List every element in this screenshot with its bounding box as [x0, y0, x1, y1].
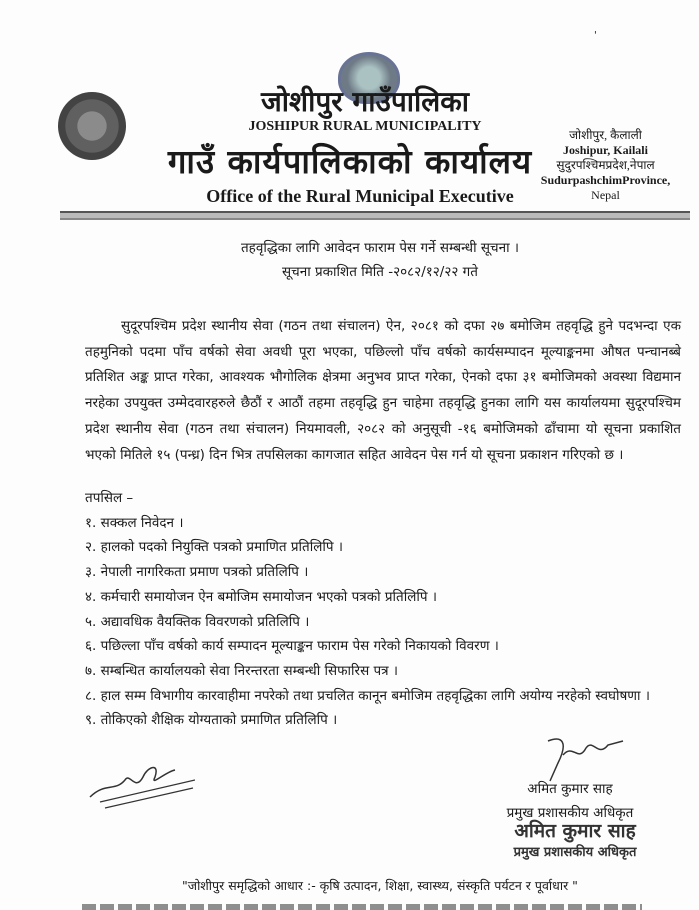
- signature-right: [538, 733, 628, 783]
- stamp-designation: प्रमुख प्रशासकीय अधिकृत: [513, 845, 637, 860]
- notice-date: सूचना प्रकाशित मिति -२०८२/१२/२२ गते: [282, 264, 478, 280]
- header-divider: [60, 211, 690, 220]
- signatory-block: [470, 777, 670, 825]
- municipality-name-np: जोशीपुर गाउँपालिका: [261, 85, 469, 118]
- notice-subject: तहवृद्धिका लागि आवेदन फाराम पेस गर्ने सम्बन्धी सूचना ।: [240, 240, 519, 256]
- notice-body: सुदूरपश्चिम प्रदेश स्थानीय सेवा (गठन तथा संचालन) ऐन, २०८१ को दफा २७ बमोजिम तहवृद्धि हुने पदभन्दा एक तहमुनिको पदमा पाँच वर्षको सेवा अवधी पूरा भएका, पछिल्लो पाँच वर्षको कार्यसम्पादन मूल्याङ्कनमा औषत पन्चानब्बे प्रतिशित अङ्क प्राप्त गरेका, आवश्यक भौगोलिक क्षेत्रमा अनुभव प्राप्त गरेका, ऐनको दफा ३१ बमोजिमको अवस्था विद्यमान नरहेका उपयुक्त उम्मेदवारहरुले छैठौं र आठौं तहमा तहवृद्धि हुन चाहेमा तहवृद्धि हुनका लागि यस कार्यालयमा सुदूरपश्चिम प्रदेश स्थानीय सेवा (गठन तथा संचालन) नियमावली, २०८२ को अनुसूची -१६ बमोजिमको ढाँचामा यो सूचना प्रकाशित भएको मितिले १५ (पन्ध्र) दिन भित्र तपसिलका कागजात सहित आवेदन पेस गर्न यो सूचना प्रकाशन गरिएको छ ।: [85, 318, 681, 463]
- signatory-designation: प्रमुख प्रशासकीय अधिकृत: [506, 805, 634, 821]
- list-item: ८. हाल सम्म विभागीय कारवाहीमा नपरेको तथा प्रचलित कानून बमोजिम तहवृद्धिका लागि अयोग्य नरहेको स्वघोषणा ।: [85, 687, 650, 704]
- footer-slogan: "जोशीपुर समृद्धिको आधार :- कृषि उत्पादन, शिक्षा, स्वास्थ्य, संस्कृति पर्यटन र पूर्वाधार ": [182, 878, 578, 893]
- signatory-name: अमित कुमार साह: [527, 781, 613, 797]
- address-line: SudurpashchimProvince,: [540, 173, 671, 187]
- address-line: सुदुरपश्चिमप्रदेश,नेपाल: [556, 158, 655, 172]
- address-line: जोशीपुर, कैलाली: [569, 128, 642, 142]
- name-stamp: [470, 820, 680, 864]
- list-item: ३. नेपाली नागरिकता प्रमाण पत्रको प्रतिलिपि ।: [85, 564, 309, 581]
- list-item: १. सक्कल निवेदन ।: [85, 514, 184, 531]
- office-name-en: Office of the Rural Municipal Executive: [206, 186, 514, 206]
- address-block: [518, 128, 693, 203]
- signature-left: [85, 752, 195, 812]
- stray-mark: ': [594, 30, 597, 41]
- list-heading: तपसिल –: [85, 490, 134, 506]
- footer-contact-line-cropped: [82, 904, 642, 910]
- address-line: Nepal: [591, 188, 620, 202]
- document-list: [85, 486, 685, 733]
- list-item: २. हालको पदको नियुक्ति पत्रको प्रमाणित प्रतिलिपि ।: [85, 539, 343, 556]
- list-item: ७. सम्बन्धित कार्यालयको सेवा निरन्तरता सम्बन्धी सिफारिस पत्र ।: [85, 662, 399, 679]
- nepal-emblem-logo: [58, 92, 126, 160]
- address-line: Joshipur, Kailali: [563, 143, 648, 157]
- list-item: ९. तोकिएको शैक्षिक योग्यताको प्रमाणित प्रतिलिपि ।: [85, 712, 338, 729]
- office-name-np: गाउँ कार्यपालिकाको कार्यालय: [167, 142, 533, 181]
- list-item: ४. कर्मचारी समायोजन ऐन बमोजिम समायोजन भएको पत्रको प्रतिलिपि ।: [85, 588, 437, 605]
- list-item: ६. पछिल्ला पाँच वर्षको कार्य सम्पादन मूल्याङ्कन फाराम पेस गरेको निकायको विवरण ।: [85, 638, 499, 655]
- list-item: ५. अद्यावधिक वैयक्तिक विवरणको प्रतिलिपि ।: [85, 613, 310, 630]
- stamp-name: अमित कुमार साह: [514, 820, 636, 842]
- municipality-name-en: JOSHIPUR RURAL MUNICIPALITY: [248, 119, 482, 134]
